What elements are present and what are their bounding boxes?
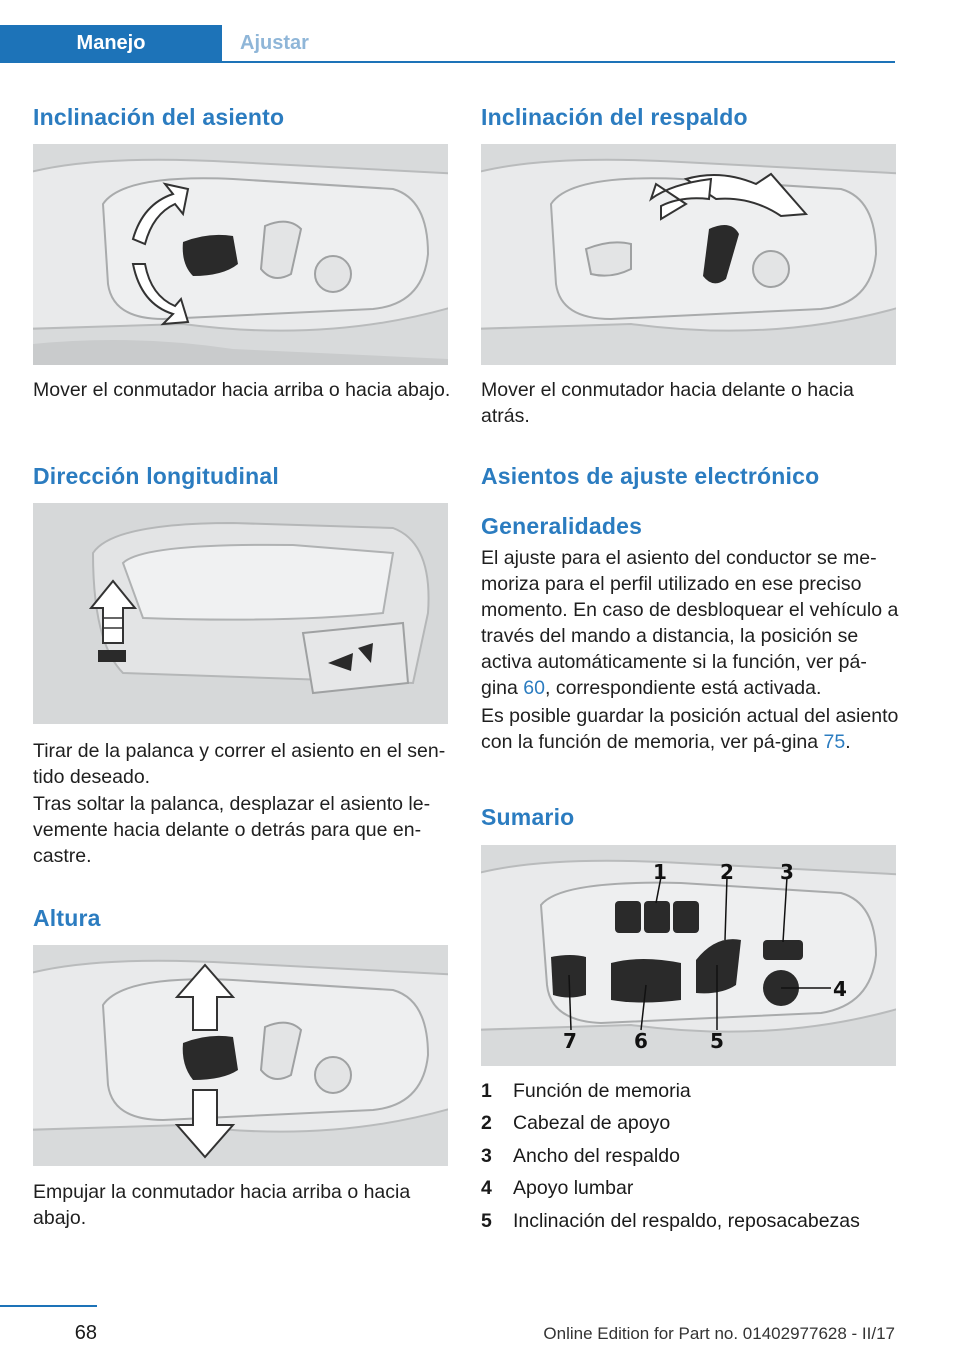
- tab-manejo[interactable]: Manejo: [0, 25, 222, 61]
- callout-4: 4: [833, 977, 847, 1001]
- sumario-legend: [481, 1075, 896, 1238]
- legend-item: [481, 1108, 896, 1141]
- legend-item: [481, 1205, 896, 1238]
- legend-number: 2: [481, 1112, 492, 1135]
- callout-1: 1: [653, 860, 667, 884]
- legend-text: Apoyo lumbar: [513, 1177, 634, 1200]
- heading-backrest-tilt: Inclinación del respaldo: [481, 104, 748, 130]
- legend-number: 4: [481, 1177, 492, 1200]
- callout-2: 2: [720, 860, 734, 884]
- header-rule: [0, 61, 895, 63]
- legend-text: Ancho del respaldo: [513, 1144, 680, 1167]
- callout-7: 7: [563, 1029, 577, 1053]
- legend-item: [481, 1140, 896, 1173]
- legend-item: [481, 1173, 896, 1206]
- heading-longitudinal: Dirección longitudinal: [33, 463, 279, 489]
- legend-text: Cabezal de apoyo: [513, 1112, 671, 1135]
- chapter-tabs: [0, 25, 400, 63]
- heading-height: Altura: [33, 905, 101, 931]
- legend-number: 5: [481, 1209, 492, 1232]
- link-page-60[interactable]: 60: [523, 677, 545, 699]
- text-height: Empujar la conmutador hacia arriba o hacia abajo.: [33, 1181, 411, 1229]
- seat-tilt-illustration: [33, 144, 448, 365]
- figure-sumario: [481, 845, 896, 1066]
- callout-6: 6: [634, 1029, 648, 1053]
- legend-text: Función de memoria: [513, 1079, 691, 1102]
- callout-3: 3: [780, 860, 794, 884]
- heading-electronic-seats: Asientos de ajuste electrónico: [481, 463, 820, 489]
- heading-seat-tilt: Inclinación del asiento: [33, 104, 285, 130]
- link-page-75[interactable]: 75: [823, 731, 846, 753]
- text-seat-tilt: Mover el conmutador hacia arriba o hacia abajo.: [33, 379, 451, 401]
- figure-seat-tilt: [33, 144, 448, 365]
- page-number: 68: [74, 1322, 97, 1344]
- legend-item: [481, 1075, 896, 1108]
- text-general-2: Es posible guardar la posición actual del asiento con la función de memoria, ver pá-gina 75.: [481, 705, 899, 753]
- figure-height: [33, 945, 448, 1166]
- text-backrest-tilt: Mover el conmutador hacia delante o hacia atrás.: [481, 379, 854, 427]
- subheading-generalidades: Generalidades: [481, 513, 643, 539]
- legend-number: 3: [481, 1144, 492, 1167]
- sumario-illustration: [481, 845, 896, 1066]
- legend-number: 1: [481, 1079, 492, 1102]
- text-longitudinal-2: Tras soltar la palanca, desplazar el asiento le-vemente hacia delante o detrás para que en-castre.: [33, 793, 431, 867]
- footer-rule: [0, 1305, 97, 1307]
- callout-5: 5: [710, 1029, 724, 1053]
- longitudinal-illustration: [33, 503, 448, 724]
- text-longitudinal-1: Tirar de la palanca y correr el asiento en el sen-tido deseado.: [33, 740, 446, 788]
- heading-sumario: Sumario: [481, 804, 575, 830]
- edition-note: Online Edition for Part no. 01402977628 - II/17: [543, 1324, 895, 1343]
- figure-backrest-tilt: [481, 144, 896, 365]
- text-general-1: El ajuste para el asiento del conductor se me-moriza para el perfil utilizado en ese preciso momento. En caso de desbloquear el vehículo a través del mando a distancia, la posición se activa automáticamente si la función, ver pá-gina 60, correspondiente está activada.: [481, 547, 899, 699]
- backrest-tilt-illustration: [481, 144, 896, 365]
- figure-longitudinal: [33, 503, 448, 724]
- legend-text: Inclinación del respaldo, reposacabezas: [513, 1209, 860, 1232]
- height-illustration: [33, 945, 448, 1166]
- tab-ajustar[interactable]: Ajustar: [240, 32, 309, 54]
